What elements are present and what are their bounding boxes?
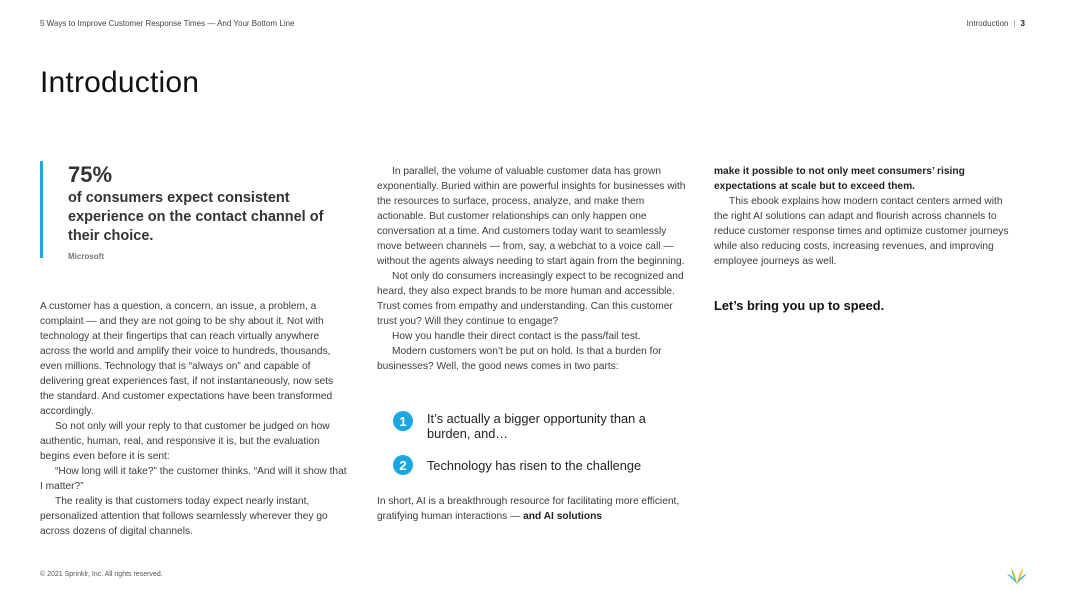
page-title: Introduction (40, 66, 200, 99)
section-name: Introduction (966, 19, 1009, 28)
paragraph: Modern customers won’t be put on hold. Is that a burden for businesses? Well, the good news comes in two parts: (377, 346, 662, 372)
column-3-body (714, 164, 1014, 269)
paragraph-bold-text: make it possible to not only meet consumers’ rising expectations at scale but to exceed them. (714, 166, 965, 192)
document-title: 5 Ways to Improve Customer Response Times — And Your Bottom Line (40, 19, 295, 28)
paragraph-text: In short, AI is a breakthrough resource for facilitating more efficient, gratifying human interactions — (377, 496, 680, 522)
header-separator: | (1013, 19, 1016, 28)
call-to-action-text: Let’s bring you up to speed. (714, 298, 885, 313)
column-1-body (40, 299, 350, 539)
numbered-item-text: It’s actually a bigger opportunity than a burden, and… (427, 411, 646, 441)
page-number: 3 (1020, 19, 1025, 28)
paragraph: “How long will it take?” the customer thinks. “And will it show that I matter?” (40, 466, 347, 492)
column-2-closing (377, 494, 692, 524)
paragraph: This ebook explains how modern contact centers armed with the right AI solutions can adapt and flourish across channels to reduce customer response times and optimize customer journeys while also reducing costs, increasing revenues, and improving employee journeys as well. (714, 196, 1009, 267)
number-badge: 1 (393, 411, 413, 431)
paragraph: So not only will your reply to that customer be judged on how authentic, human, real, and responsive it is, but the evaluation begins even before it is sent: (40, 421, 330, 462)
page-indicator (967, 19, 1025, 28)
paragraph: Not only do consumers increasingly expect to be recognized and heard, they also expect brands to be more human and accessible. Trust comes from empathy and understanding. Can this customer trust you? Will they continue to engage? (377, 271, 684, 327)
footer-copyright: © 2021 Sprinklr, Inc. All rights reserved. (40, 571, 163, 578)
paragraph: How you handle their direct contact is the pass/fail test. (392, 331, 641, 342)
numbered-item (393, 455, 647, 475)
stat-callout (40, 161, 358, 261)
numbered-item (393, 411, 647, 441)
stat-source: Microsoft (68, 252, 104, 261)
numbered-item-text: Technology has risen to the challenge (427, 458, 642, 473)
paragraph: The reality is that customers today expect nearly instant, personalized attention that follows seamlessly wherever they go across dozens of digital channels. (40, 496, 328, 537)
stat-value: 75% (68, 162, 113, 187)
paragraph: In parallel, the volume of valuable customer data has grown exponentially. Buried within are powerful insights for businesses with the resources to surface, process, analyze, and make them actionable. But customer relationships can only happen one conversation at a time. And customers today want to seamlessly move between channels — from, say, a webchat to a voice call — without the agents always needing to start again from the beginning. (377, 166, 686, 267)
column-2-body (377, 164, 692, 374)
paragraph-bold-text: and AI solutions (523, 511, 602, 522)
stat-text: of consumers expect consistent experience on the contact channel of their choice. (68, 190, 324, 244)
paragraph (377, 494, 692, 524)
number-badge: 2 (393, 455, 413, 475)
paragraph: A customer has a question, a concern, an issue, a problem, a complaint — and they are not going to be shy about it. Not with technology at their fingertips that can reach virtually anywhere across the world and amplify their voice to hundreds, thousands, even millions. Technology that is “always on” and capable of delivering great experiences fast, if not instantaneously, now sets the standard. And customer expectations have been transformed accordingly. (40, 301, 334, 417)
sprinklr-logo-icon (1005, 565, 1029, 585)
